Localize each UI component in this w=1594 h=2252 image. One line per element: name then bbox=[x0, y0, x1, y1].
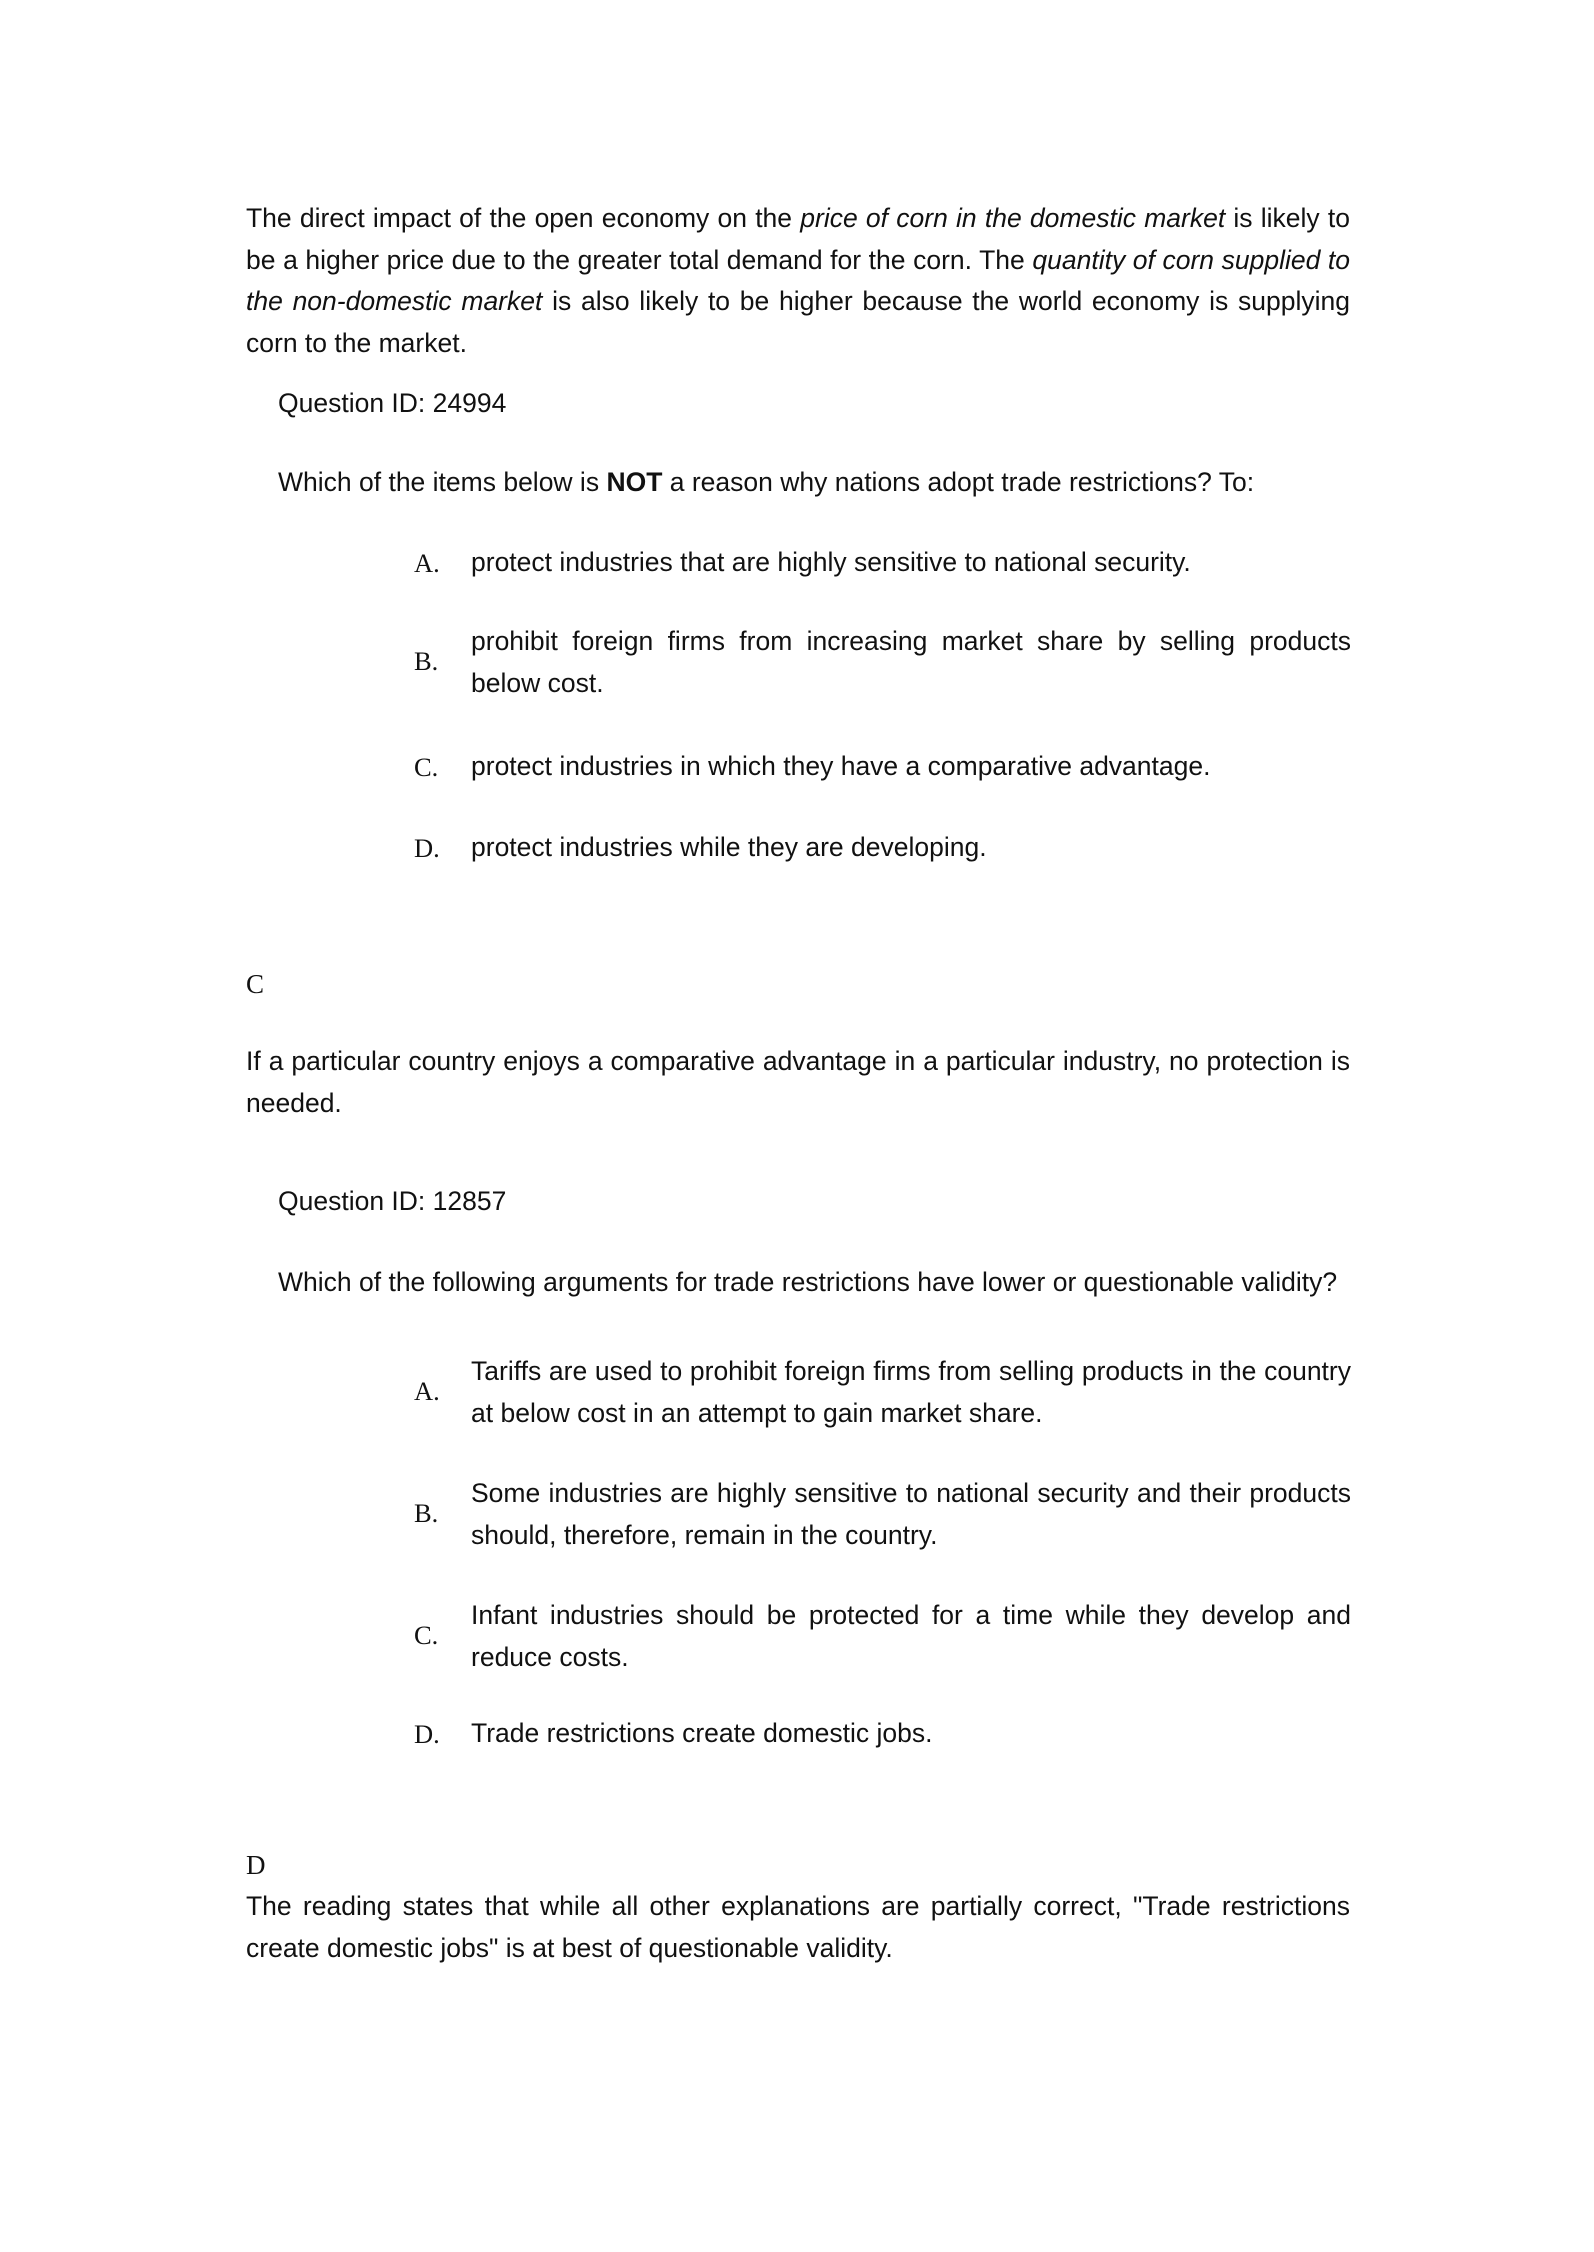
question-stem bbox=[278, 465, 1358, 499]
option-text: protect industries that are highly sensitive to national security. bbox=[471, 547, 1191, 577]
option-letter: B. bbox=[414, 1498, 439, 1528]
intro-text: The direct impact of the open economy on the bbox=[246, 203, 801, 233]
intro-text: is likely to be a higher price due to the greater total demand for the corn. The bbox=[246, 203, 1350, 275]
option-letter: A. bbox=[414, 1376, 440, 1406]
question-stem: Which of the following arguments for trade restrictions have lower or questionable validity? bbox=[278, 1267, 1338, 1297]
question-id: Question ID: 24994 bbox=[278, 388, 507, 418]
option-text: Trade restrictions create domestic jobs. bbox=[471, 1718, 933, 1748]
option-text: Some industries are highly sensitive to national security and their products should, therefore, remain in the country. bbox=[471, 1478, 1351, 1550]
option-letter: D. bbox=[414, 833, 440, 863]
stem-text: Which of the items below is bbox=[278, 467, 607, 497]
stem-text: a reason why nations adopt trade restrictions? To: bbox=[662, 467, 1255, 497]
option-letter: D. bbox=[414, 1719, 440, 1749]
option-text: Tariffs are used to prohibit foreign firms from selling products in the country at below cost in an attempt to gain market share. bbox=[471, 1356, 1351, 1428]
option-letter: C. bbox=[414, 1620, 439, 1650]
stem-emphasis: NOT bbox=[606, 467, 663, 497]
intro-emphasis-price: price of corn in the domestic market bbox=[800, 203, 1226, 233]
option-text: prohibit foreign firms from increasing market share by selling products below cost. bbox=[471, 626, 1351, 698]
answer-explanation: If a particular country enjoys a comparative advantage in a particular industry, no protection is needed. bbox=[246, 1046, 1350, 1118]
answer-explanation: The reading states that while all other explanations are partially correct, "Trade restrictions create domestic jobs" is at best of questionable validity. bbox=[246, 1891, 1350, 1963]
option-text: Infant industries should be protected for a time while they develop and reduce costs. bbox=[471, 1600, 1351, 1672]
option-letter: A. bbox=[414, 548, 440, 578]
intro-emphasis-quantity: quantity of corn supplied to the non-domestic market bbox=[246, 244, 1351, 316]
option-text: protect industries while they are developing. bbox=[471, 832, 987, 862]
option-text: protect industries in which they have a comparative advantage. bbox=[471, 751, 1211, 781]
option-letter: C. bbox=[414, 752, 439, 782]
option-letter: B. bbox=[414, 646, 439, 676]
question-id: Question ID: 12857 bbox=[278, 1186, 507, 1216]
answer-letter: C bbox=[246, 969, 265, 999]
answer-letter: D bbox=[246, 1850, 266, 1880]
intro-text: is also likely to be higher because the world economy is supplying corn to the market. bbox=[246, 286, 1350, 358]
intro-paragraph bbox=[246, 198, 1350, 364]
